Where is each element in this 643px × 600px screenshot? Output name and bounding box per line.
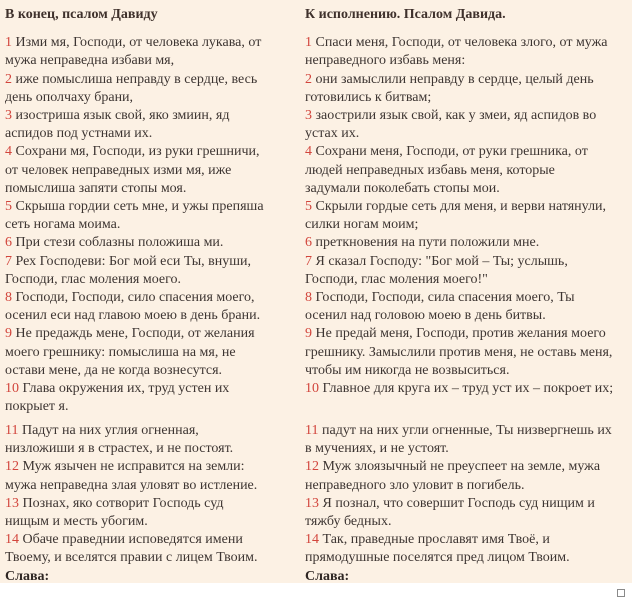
- left-verse-12: [0, 458, 300, 494]
- verse-row: [0, 34, 632, 70]
- verse-row: [0, 107, 632, 143]
- right-verse-10: [300, 380, 632, 422]
- verse-line: [5, 531, 300, 549]
- right-verse-8: [300, 289, 632, 325]
- verse-text: Скрыша гордии сеть мне, и ужы препяша: [15, 199, 264, 215]
- verse-text: Не предаждь мене, Господи, от желания: [15, 326, 255, 342]
- verse-line: [305, 549, 632, 567]
- left-verse-14: [0, 531, 300, 567]
- verse-number: 10: [305, 381, 319, 397]
- verse-number: 5: [5, 199, 12, 215]
- verse-line: [5, 271, 300, 289]
- verse-line: [305, 513, 632, 531]
- verse-line: [5, 458, 300, 476]
- verse-number: 2: [5, 71, 12, 87]
- verse-line: [305, 458, 632, 476]
- verse-number: 8: [5, 290, 12, 306]
- verse-text: Так, праведные прославят имя Твоё, и: [322, 532, 550, 548]
- verse-text: они замыслили неправду в сердце, целый день: [315, 71, 594, 87]
- verse-number: 2: [305, 71, 312, 87]
- verse-text: Обаче праведнии исповедятся имени: [22, 532, 243, 548]
- verse-line: [305, 289, 632, 307]
- left-title: В конец, псалом Давиду: [5, 7, 158, 22]
- verse-line: [5, 198, 300, 216]
- verse-text: Главное для круга их – труд уст их – покроет их;: [322, 381, 614, 397]
- verse-text: заострили язык свой, как у змеи, яд аспидов во: [315, 108, 597, 124]
- right-verse-14: [300, 531, 632, 567]
- verse-line: [5, 125, 300, 143]
- verse-row: [0, 289, 632, 325]
- verse-text: При стези соблазны положиша ми.: [15, 235, 224, 251]
- left-verse-9: [0, 325, 300, 380]
- verse-line: [5, 477, 300, 495]
- verse-text: устах их.: [305, 126, 360, 142]
- verse-line: [5, 495, 300, 513]
- verse-text: в мучениях, и не устоят.: [305, 441, 449, 457]
- verse-line: [5, 440, 300, 458]
- verse-line: [305, 531, 632, 549]
- verse-line: [5, 234, 300, 252]
- verse-text: Господи, глас моления моего!": [305, 271, 488, 287]
- left-verse-10: [0, 380, 300, 422]
- right-verse-4: [300, 143, 632, 198]
- left-verse-5: [0, 198, 300, 234]
- verse-text: неправедного зло уловит в погибель.: [305, 477, 525, 493]
- verse-number: 9: [305, 326, 312, 342]
- verse-line: [305, 344, 632, 362]
- verse-line: [5, 143, 300, 161]
- verse-text: мужа неправедна злая уловят во истление.: [5, 477, 258, 493]
- verse-number: 13: [305, 495, 319, 511]
- verse-row: [0, 495, 632, 531]
- verse-text: Сохрани меня, Господи, от руки грешника, от: [315, 144, 588, 160]
- verse-number: 12: [305, 459, 319, 475]
- left-verse-11: [0, 422, 300, 458]
- verse-number: 13: [5, 495, 19, 511]
- verse-line: [5, 107, 300, 125]
- verse-line: [305, 71, 632, 89]
- verse-text: Я сказал Господу: "Бог мой – Ты; услышь,: [315, 253, 568, 269]
- verse-text: Не предай меня, Господи, против желания моего: [315, 326, 606, 342]
- verse-line: [5, 71, 300, 89]
- verse-line: [305, 198, 632, 216]
- right-verse-12: [300, 458, 632, 494]
- left-verse-8: [0, 289, 300, 325]
- verse-row: [0, 71, 632, 107]
- verse-text: Скрыли гордые сеть для меня, и верви натянули,: [315, 199, 607, 215]
- verse-line: [5, 398, 300, 416]
- verse-line: [5, 180, 300, 198]
- right-verse-3: [300, 107, 632, 143]
- verse-line: [305, 34, 632, 52]
- verse-text: Господи, Господи, сила спасения моего, Ты: [315, 290, 575, 306]
- verse-line: [305, 52, 632, 70]
- psalm-parallel-table: [0, 6, 632, 586]
- verse-text: неправедного избавь меня:: [305, 53, 466, 69]
- verse-text: людей неправедных избавь меня, которые: [305, 162, 555, 178]
- verse-row: [0, 198, 632, 234]
- verse-line: [305, 234, 632, 252]
- verse-line: [5, 253, 300, 271]
- verse-line: [305, 107, 632, 125]
- verse-text: Глава окружения их, труд устен их: [22, 381, 230, 397]
- verse-line: [5, 344, 300, 362]
- verse-number: 4: [305, 144, 312, 160]
- verse-text: изостриша язык свой, яко змиин, яд: [15, 108, 230, 124]
- verse-number: 8: [305, 290, 312, 306]
- verse-text: иже помыслиша неправду в сердце, весь: [15, 71, 258, 87]
- verse-row: [0, 458, 632, 494]
- verse-line: [305, 440, 632, 458]
- verse-text: Я познал, что совершит Господь суд нищим и: [322, 495, 595, 511]
- right-verse-9: [300, 325, 632, 380]
- verse-number: 11: [305, 423, 319, 439]
- verse-row: [0, 234, 632, 252]
- left-verse-13: [0, 495, 300, 531]
- verse-text: Господи, Господи, сило спасения моего,: [15, 290, 255, 306]
- left-gloria: Слава:: [5, 568, 50, 584]
- right-verse-2: [300, 71, 632, 107]
- verse-number: 9: [5, 326, 12, 342]
- right-verse-11: [300, 422, 632, 458]
- verse-line: [5, 52, 300, 70]
- verse-text: нищым и месть убогим.: [5, 514, 148, 530]
- left-verse-6: [0, 234, 300, 252]
- verse-line: [305, 180, 632, 198]
- verse-line: [305, 162, 632, 180]
- verse-text: тяжбу бедных.: [305, 514, 392, 530]
- title-row: [0, 6, 632, 34]
- verse-text: низложиши я в страстех, и не постоят.: [5, 441, 234, 457]
- verse-text: падут на них угли огненные, Ты низвергнешь их: [321, 423, 612, 439]
- verse-text: Твоему, и вселятся правии с лицем Твоим.: [5, 550, 258, 566]
- right-verse-7: [300, 253, 632, 289]
- verse-line: [5, 89, 300, 107]
- verse-number: 4: [5, 144, 12, 160]
- verse-line: [5, 216, 300, 234]
- verse-number: 1: [5, 35, 12, 51]
- verse-number: 12: [5, 459, 19, 475]
- left-verse-7: [0, 253, 300, 289]
- verse-line: [305, 495, 632, 513]
- left-verse-3: [0, 107, 300, 143]
- verse-text: чтобы им никогда не возвыситься.: [305, 362, 510, 378]
- verse-text: Изми мя, Господи, от человека лукава, от: [15, 35, 262, 51]
- verse-number: 7: [5, 253, 12, 269]
- left-verse-2: [0, 71, 300, 107]
- right-gloria: Слава:: [305, 568, 350, 584]
- verse-number: 10: [5, 381, 19, 397]
- verse-row: [0, 380, 632, 422]
- verse-text: от человек неправедных изми мя, иже: [5, 162, 232, 178]
- verse-number: 3: [305, 108, 312, 124]
- verse-text: Спаси меня, Господи, от человека злого, от мужа: [315, 35, 608, 51]
- verse-text: Господи, глас моления моего.: [5, 271, 182, 287]
- verse-row: [0, 531, 632, 567]
- verse-line: [5, 380, 300, 398]
- verse-line: [5, 513, 300, 531]
- verse-row: [0, 422, 632, 458]
- resize-handle-icon: [617, 589, 625, 597]
- verse-line: [305, 271, 632, 289]
- verse-text: день ополчаху брани,: [5, 89, 134, 105]
- verse-line: [305, 362, 632, 380]
- verse-text: осенил еси над главою моею в день брани.: [5, 308, 261, 324]
- left-verse-4: [0, 143, 300, 198]
- gloria-row: [0, 568, 632, 586]
- verse-text: осенил над головою моею в день битвы.: [305, 308, 546, 324]
- left-verse-1: [0, 34, 300, 70]
- right-verse-5: [300, 198, 632, 234]
- verse-text: грешнику. Замыслили против меня, не оставь меня,: [305, 344, 613, 360]
- verse-line: [305, 380, 632, 398]
- right-title: К исполнению. Псалом Давида.: [305, 7, 506, 22]
- verse-number: 6: [5, 235, 12, 251]
- verse-line: [305, 143, 632, 161]
- verse-line: [5, 362, 300, 380]
- verse-line: [5, 307, 300, 325]
- verse-row: [0, 143, 632, 198]
- verse-text: моего грешнику: помыслиша на мя, не: [5, 344, 236, 360]
- verse-line: [305, 477, 632, 495]
- verse-line: [305, 216, 632, 234]
- verse-line: [305, 89, 632, 107]
- verse-number: 14: [5, 532, 19, 548]
- verse-number: 11: [5, 423, 19, 439]
- verse-text: остави мене, да не когда вознесутся.: [5, 362, 223, 378]
- verse-line: [5, 34, 300, 52]
- verse-text: сеть ногама моима.: [5, 217, 121, 233]
- verse-number: 3: [5, 108, 12, 124]
- verse-text: Муж злоязычный не преуспеет на земле, мужа: [322, 459, 601, 475]
- verse-text: прямодушные поселятся пред лицом Твоим.: [305, 550, 570, 566]
- right-verse-13: [300, 495, 632, 531]
- verse-number: 1: [305, 35, 312, 51]
- right-verse-6: [300, 234, 632, 252]
- verse-line: [305, 253, 632, 271]
- verse-text: мужа неправедна избави мя,: [5, 53, 175, 69]
- verse-line: [305, 307, 632, 325]
- verse-line: [5, 549, 300, 567]
- verse-text: Сохрани мя, Господи, из руки грешничи,: [15, 144, 260, 160]
- verse-line: [5, 289, 300, 307]
- verse-text: преткновения на пути положили мне.: [315, 235, 540, 251]
- verse-text: Познах, яко сотворит Господь суд: [22, 495, 224, 511]
- verse-row: [0, 325, 632, 380]
- verse-text: готовились к битвам;: [305, 89, 432, 105]
- verse-line: [5, 422, 300, 440]
- verse-text: помыслиша запяти стопы моя.: [5, 180, 187, 196]
- verse-number: 5: [305, 199, 312, 215]
- verse-text: силки ногам моим;: [305, 217, 419, 233]
- verse-number: 6: [305, 235, 312, 251]
- verse-text: покрыет я.: [5, 399, 69, 415]
- verse-text: Муж язычен не исправится на земли:: [22, 459, 245, 475]
- verse-line: [305, 422, 632, 440]
- verse-line: [5, 162, 300, 180]
- verse-text: Падут на них углия огненная,: [21, 423, 199, 439]
- verse-line: [305, 325, 632, 343]
- verse-line: [5, 325, 300, 343]
- verse-number: 14: [305, 532, 319, 548]
- verse-row: [0, 253, 632, 289]
- verse-text: задумали поколебать стопы мои.: [305, 180, 500, 196]
- verse-line: [305, 125, 632, 143]
- right-verse-1: [300, 34, 632, 70]
- verse-number: 7: [305, 253, 312, 269]
- verse-text: аспидов под устнами их.: [5, 126, 153, 142]
- verse-text: Рех Господеви: Бог мой еси Ты, внуши,: [15, 253, 252, 269]
